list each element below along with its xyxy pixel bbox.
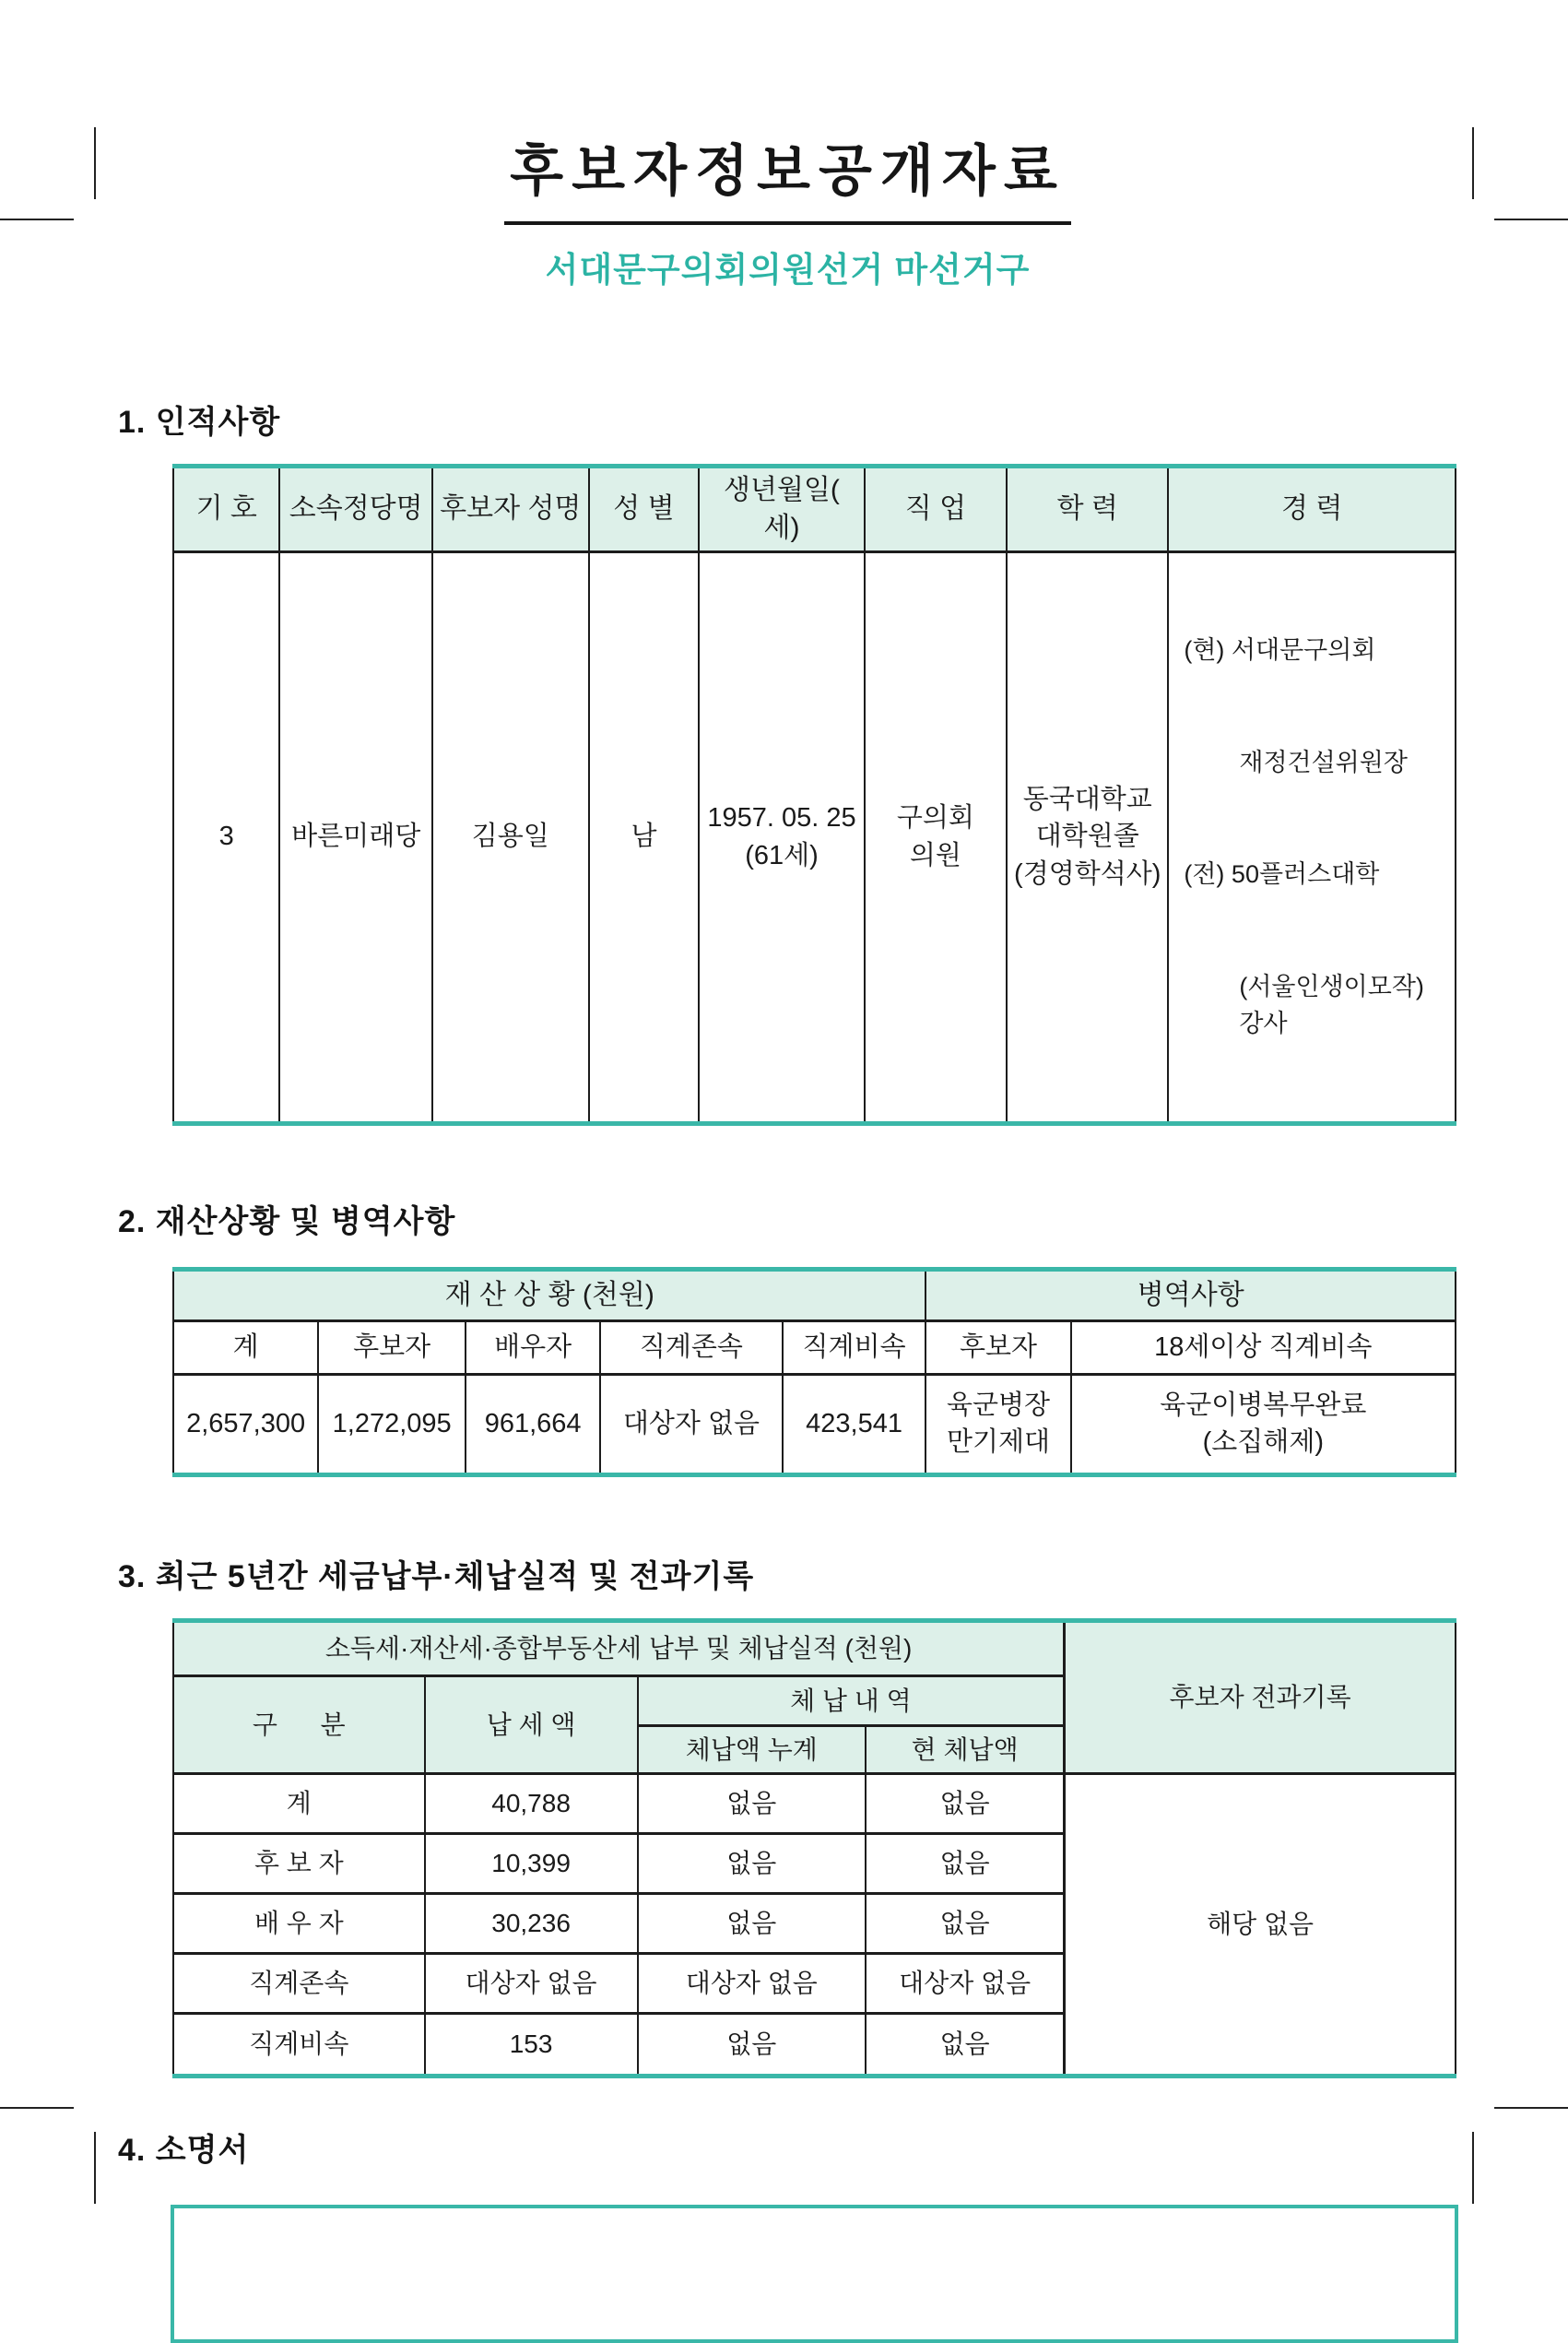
col-header-spouse: 배우자 xyxy=(466,1321,600,1375)
career-line4: (서울인생이모작) 강사 xyxy=(1239,972,1432,1037)
col-header-ballot-number: 기 호 xyxy=(173,468,279,552)
section3-heading: 3. 최근 5년간 세금납부·체납실적 및 전과기록 xyxy=(118,1558,755,1594)
col-header-arrears-group: 체 납 내 역 xyxy=(638,1676,1065,1726)
cell-name: 김용일 xyxy=(432,552,589,1121)
career-line1: (현) 서대문구의회 xyxy=(1184,636,1376,664)
cell-category-descendants: 직계비속 xyxy=(173,2014,425,2074)
cell-ballot-number: 3 xyxy=(173,552,279,1121)
col-header-birth: 생년월일( 세) xyxy=(699,468,864,552)
col-header-arrears-cumulative: 체납액 누계 xyxy=(638,1726,867,1774)
birth-date: 1957. 05. 25 xyxy=(707,803,856,834)
cell-current-descendants: 없음 xyxy=(866,2014,1065,2074)
col-header-career: 경 력 xyxy=(1168,468,1456,552)
col-header-tax-paid: 납 세 액 xyxy=(425,1676,638,1774)
col-header-descendants: 직계비속 xyxy=(783,1321,926,1375)
cell-paid-total: 40,788 xyxy=(425,1774,638,1834)
election-district-subtitle: 서대문구의회의원선거 마선거구 xyxy=(545,251,1031,289)
cell-category-spouse: 배 우 자 xyxy=(173,1894,425,1954)
col-header-candidate: 후보자 xyxy=(318,1321,466,1375)
cell-paid-candidate: 10,399 xyxy=(425,1834,638,1894)
col-header-ascendants: 직계존속 xyxy=(600,1321,783,1375)
cell-education xyxy=(1007,552,1168,1121)
col-header-military-candidate: 후보자 xyxy=(925,1321,1070,1375)
occupation-line1: 구의회 xyxy=(896,803,974,834)
cell-cumulative-spouse: 없음 xyxy=(638,1894,867,1954)
cell-paid-spouse: 30,236 xyxy=(425,1894,638,1954)
personal-info-table xyxy=(172,464,1456,1126)
col-header-category: 구 분 xyxy=(173,1676,425,1774)
education-line1: 동국대학교 xyxy=(1022,784,1152,814)
cell-category-candidate: 후 보 자 xyxy=(173,1834,425,1894)
military-candidate-line1: 육군병장 xyxy=(947,1390,1051,1420)
cell-paid-ascendants: 대상자 없음 xyxy=(425,1954,638,2014)
cell-property-ascendants: 대상자 없음 xyxy=(600,1375,783,1473)
crop-mark-bottom-right-vertical xyxy=(1472,2132,1474,2204)
statement-box xyxy=(171,2205,1458,2343)
cell-cumulative-ascendants: 대상자 없음 xyxy=(638,1954,867,2014)
military-group-header: 병역사항 xyxy=(925,1272,1456,1321)
birth-age: (61세) xyxy=(745,840,819,870)
tax-group-header: 소득세·재산세·종합부동산세 납부 및 체납실적 (천원) xyxy=(173,1623,1065,1676)
cell-category-total: 계 xyxy=(173,1774,425,1834)
property-military-table xyxy=(172,1267,1456,1477)
career-line2: 재정건설위원장 xyxy=(1239,748,1408,776)
cell-party: 바른미래당 xyxy=(279,552,432,1121)
document-page xyxy=(0,127,1568,2204)
crop-mark-bottom-left-horizontal xyxy=(0,2107,74,2109)
military-relatives-line2: (소집해제) xyxy=(1202,1427,1324,1458)
section1-heading: 1. 인적사항 xyxy=(118,405,281,440)
cell-property-descendants: 423,541 xyxy=(783,1375,926,1473)
criminal-record-header: 후보자 전과기록 xyxy=(1065,1623,1456,1774)
cell-cumulative-total: 없음 xyxy=(638,1774,867,1834)
col-header-name: 후보자 성명 xyxy=(432,468,589,552)
education-line3: (경영학석사) xyxy=(1014,859,1161,890)
col-header-military-relatives: 18세이상 직계비속 xyxy=(1071,1321,1456,1375)
crop-mark-top-left-horizontal xyxy=(0,219,74,220)
crop-mark-top-right-vertical xyxy=(1472,127,1474,199)
cell-property-total: 2,657,300 xyxy=(173,1375,318,1473)
occupation-line2: 의원 xyxy=(909,840,961,870)
cell-current-ascendants: 대상자 없음 xyxy=(866,1954,1065,2014)
education-line2: 대학원졸 xyxy=(1035,822,1139,852)
property-group-header: 재 산 상 황 (천원) xyxy=(173,1272,925,1321)
section4-heading: 4. 소명서 xyxy=(118,2132,250,2168)
tax-criminal-table xyxy=(172,1618,1456,2078)
cell-gender: 남 xyxy=(589,552,700,1121)
military-relatives-line1: 육군이병복무완료 xyxy=(1160,1390,1367,1420)
section2-heading: 2. 재산상황 및 병역사항 xyxy=(118,1203,456,1239)
cell-occupation xyxy=(865,552,1007,1121)
crop-mark-top-left-vertical xyxy=(94,127,96,199)
military-candidate-line2: 만기제대 xyxy=(947,1427,1051,1458)
cell-property-spouse: 961,664 xyxy=(466,1375,600,1473)
crop-mark-bottom-left-vertical xyxy=(94,2132,96,2204)
cell-military-relatives xyxy=(1071,1375,1456,1473)
cell-cumulative-candidate: 없음 xyxy=(638,1834,867,1894)
col-header-gender: 성 별 xyxy=(589,468,700,552)
career-line3: (전) 50플러스대학 xyxy=(1184,860,1380,888)
cell-property-candidate: 1,272,095 xyxy=(318,1375,466,1473)
col-header-party: 소속정당명 xyxy=(279,468,432,552)
cell-career xyxy=(1168,552,1456,1121)
cell-current-spouse: 없음 xyxy=(866,1894,1065,1954)
cell-birth xyxy=(699,552,864,1121)
cell-paid-descendants: 153 xyxy=(425,2014,638,2074)
col-header-arrears-current: 현 체납액 xyxy=(866,1726,1065,1774)
cell-criminal-record: 해당 없음 xyxy=(1065,1774,1456,2074)
cell-cumulative-descendants: 없음 xyxy=(638,2014,867,2074)
cell-current-total: 없음 xyxy=(866,1774,1065,1834)
crop-mark-bottom-right-horizontal xyxy=(1494,2107,1568,2109)
col-header-total: 계 xyxy=(173,1321,318,1375)
crop-mark-top-right-horizontal xyxy=(1494,219,1568,220)
col-header-occupation: 직 업 xyxy=(865,468,1007,552)
cell-military-candidate xyxy=(925,1375,1070,1473)
cell-current-candidate: 없음 xyxy=(866,1834,1065,1894)
cell-category-ascendants: 직계존속 xyxy=(173,1954,425,2014)
document-title: 후보자정보공개자료 xyxy=(504,127,1071,225)
col-header-education: 학 력 xyxy=(1007,468,1168,552)
